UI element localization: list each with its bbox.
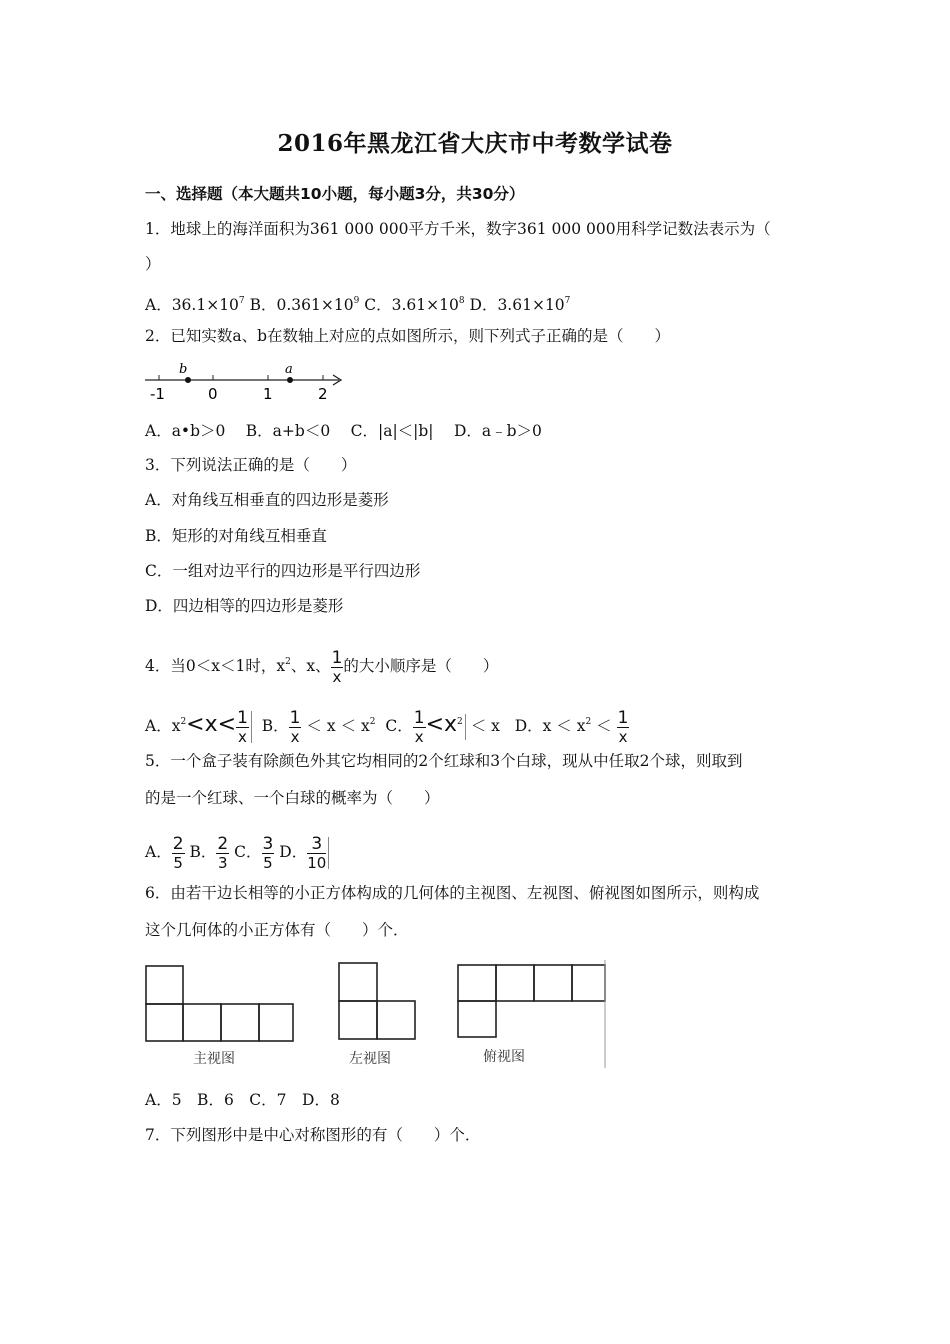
q4-d-x: x <box>576 717 586 735</box>
q4-a-den: x <box>238 727 247 746</box>
point-a <box>287 377 293 383</box>
front-view-cube-4 <box>259 1004 293 1041</box>
q5-a-num: 2 <box>172 833 184 854</box>
q4-d-num: 1 <box>617 707 629 728</box>
q4-b-x2: x <box>361 717 370 735</box>
q5-d-label: D． <box>279 843 308 861</box>
q3-option-a: A．对角线互相垂直的四边形是菱形 <box>145 491 389 509</box>
q4-c-label: C． <box>385 717 413 735</box>
q4-a-bar <box>251 711 252 743</box>
q1-option-c: C．3.61×10 <box>364 296 459 314</box>
q5-stem-line2: 的是一个红球、一个白球的概率为（ ） <box>145 789 440 807</box>
q6-options: A．5 B．6 C．7 D．8 <box>145 1091 340 1109</box>
q1-exp-a: 7 <box>238 296 245 306</box>
q4-a-sq: 2 <box>180 717 187 727</box>
top-view-cube-2 <box>496 965 534 1001</box>
q4-d-fraction <box>617 709 630 746</box>
q4-c-lt1: < <box>425 712 444 737</box>
q4-c-num: 1 <box>413 707 425 728</box>
q5-d-den: 10 <box>307 853 327 872</box>
q4-b-x: x <box>326 717 336 735</box>
number-line-figure <box>143 358 353 404</box>
q5-d-fraction <box>307 835 326 872</box>
q5-a-label: A． <box>145 843 172 861</box>
q4-a-lt2: < <box>217 712 237 737</box>
q1-exp-d: 7 <box>564 296 571 306</box>
top-view-caption: 俯视图 <box>483 1049 525 1065</box>
q4-options <box>145 700 629 748</box>
q4-c-lt2: ＜ <box>470 717 487 735</box>
page-title: 2016年黑龙江省大庆市中考数学试卷 <box>277 130 673 157</box>
q6-stem-line2: 这个几何体的小正方体有（ ）个． <box>145 921 409 939</box>
q4-b-fraction <box>289 709 302 746</box>
side-view-caption: 左视图 <box>349 1051 391 1067</box>
q5-d-bar <box>328 837 329 869</box>
q3-stem: 3．下列说法正确的是（ ） <box>145 456 357 474</box>
front-view-cube-2 <box>183 1004 221 1041</box>
q4-stem <box>145 640 498 688</box>
q4-option-d <box>514 707 630 746</box>
q2-stem: 2．已知实数a、b在数轴上对应的点如图所示，则下列式子正确的是（ ） <box>145 327 671 345</box>
tick-label-zero: 0 <box>208 385 218 403</box>
q1-exp-b: 9 <box>353 296 360 306</box>
q4-option-b <box>261 707 376 746</box>
q5-c-label: C． <box>234 843 262 861</box>
q4-option-a <box>145 707 252 746</box>
q4-b-lt1: ＜ <box>306 717 322 735</box>
q4-d-sq: 2 <box>585 717 592 727</box>
q4-c-bar <box>465 714 466 740</box>
q4-b-lt2: ＜ <box>340 717 357 735</box>
q4-stem-pre: 4．当0＜x＜1时，x <box>145 657 286 675</box>
q1-option-d: D．3.61×10 <box>469 296 565 314</box>
q3-option-d: D．四边相等的四边形是菱形 <box>145 597 344 615</box>
top-view-cube-4 <box>572 965 605 1001</box>
q4-frac-num: 1 <box>331 647 343 668</box>
q4-sq: 2 <box>285 657 291 667</box>
q4-b-sq: 2 <box>369 717 376 727</box>
q4-a-lt1: < <box>186 712 205 737</box>
q4-c-fraction <box>413 709 426 746</box>
q5-b-num: 2 <box>217 833 229 854</box>
q5-d-num: 3 <box>307 835 326 854</box>
point-b <box>185 377 191 383</box>
q1-option-b: B．0.361×10 <box>249 296 354 314</box>
q4-c-x2: x <box>491 717 500 735</box>
top-view-cube-1 <box>458 965 496 1001</box>
q4-b-num: 1 <box>289 707 301 728</box>
q4-option-c <box>385 707 500 746</box>
q4-a-fraction <box>236 709 249 746</box>
q5-c-num: 3 <box>262 833 274 854</box>
q6-stem-line1: 6．由若干边长相等的小正方体构成的几何体的主视图、左视图、俯视图如图所示，则构成 <box>145 884 760 902</box>
q4-d-label: D．x <box>514 717 552 735</box>
q4-a-x: x <box>204 712 218 737</box>
q1-exp-c: 8 <box>458 296 465 306</box>
front-view-top-cube <box>146 966 183 1004</box>
q4-b-label: B． <box>261 717 289 735</box>
q5-b-label: B． <box>189 843 217 861</box>
q3-option-b: B．矩形的对角线互相垂直 <box>145 527 327 545</box>
q5-options <box>145 830 329 874</box>
q4-a-num: 1 <box>237 707 248 728</box>
q1-stem-end: ） <box>145 255 161 273</box>
tick-label-one: 1 <box>263 385 273 403</box>
tick-label-two: 2 <box>318 385 328 403</box>
q4-frac-den: x <box>332 667 342 686</box>
side-view-cube-2 <box>377 1001 415 1039</box>
front-view-cube-3 <box>221 1004 259 1041</box>
side-view-top-cube <box>339 963 377 1001</box>
q5-a-fraction <box>172 835 185 872</box>
q4-d-den: x <box>618 727 628 746</box>
q4-d-lt1: ＜ <box>556 717 572 735</box>
top-view-cube-3 <box>534 965 572 1001</box>
q4-a-label: A．x <box>145 717 181 735</box>
q5-a-den: 5 <box>173 853 183 872</box>
q4-c-x: x <box>444 712 458 737</box>
top-view-figure <box>455 960 610 1070</box>
q5-c-den: 5 <box>263 853 273 872</box>
q4-fraction <box>331 649 344 686</box>
q2-options: A．a•b＞0 B．a+b＜0 C．|a|＜|b| D．a﹣b＞0 <box>145 422 542 440</box>
q4-c-den: x <box>414 727 424 746</box>
front-view-caption: 主视图 <box>193 1051 235 1067</box>
label-a: a <box>285 362 293 377</box>
q4-stem-post: 的大小顺序是（ ） <box>343 657 499 675</box>
q4-b-den: x <box>290 727 300 746</box>
q1-options <box>145 290 570 316</box>
tick-label-minus-one: -1 <box>150 385 165 403</box>
q5-b-fraction <box>216 835 229 872</box>
q5-c-fraction <box>262 835 275 872</box>
front-view-cube-1 <box>146 1004 183 1041</box>
label-b: b <box>179 362 188 377</box>
top-view-cube-5 <box>458 1001 496 1037</box>
q5-stem-line1: 5．一个盒子装有除颜色外其它均相同的2个红球和3个白球，现从中任取2个球，则取到 <box>145 752 743 770</box>
q7-stem: 7．下列图形中是中心对称图形的有（ ）个． <box>145 1126 481 1144</box>
q3-option-c: C．一组对边平行的四边形是平行四边形 <box>145 562 421 580</box>
q4-c-sq: 2 <box>457 717 463 727</box>
section-heading: 一、选择题（本大题共10小题，每小题3分，共30分） <box>145 185 525 203</box>
q1-stem: 1．地球上的海洋面积为361 000 000平方千米，数字361 000 000用科学记数法表示为（ <box>145 220 771 238</box>
q4-stem-mid: 、x、 <box>290 657 331 675</box>
q1-option-a: A．36.1×10 <box>145 296 239 314</box>
side-view-cube-1 <box>339 1001 377 1039</box>
q5-b-den: 3 <box>218 853 228 872</box>
q4-d-lt2: ＜ <box>596 717 612 735</box>
